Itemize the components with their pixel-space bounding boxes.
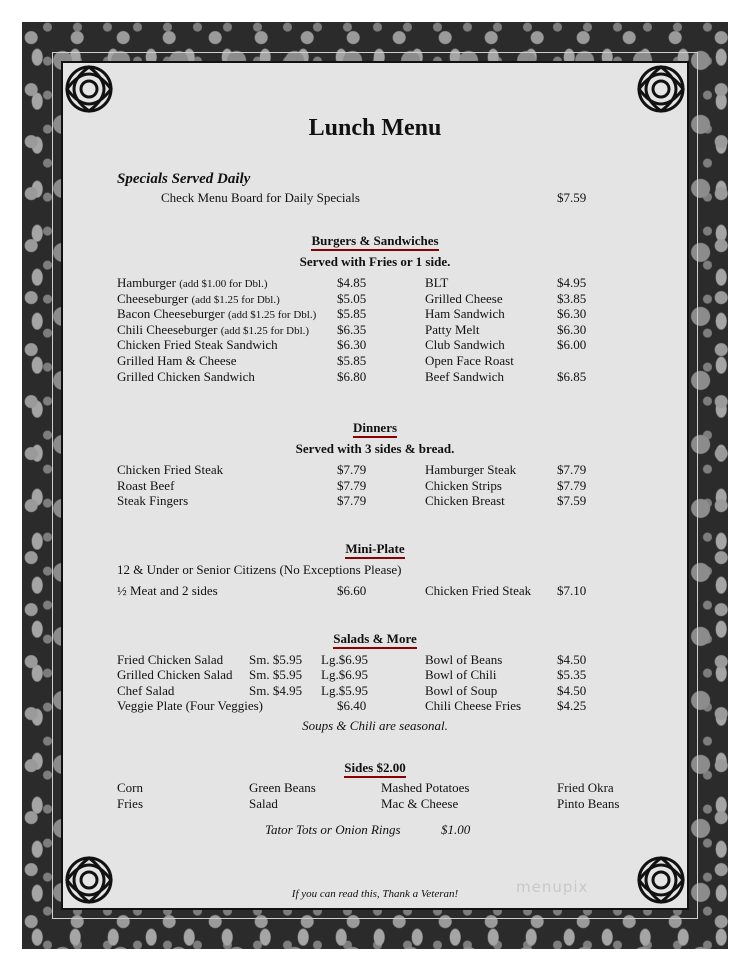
section-heading: Salads & More: [0, 631, 750, 647]
section-heading: Dinners: [0, 420, 750, 436]
item-price: $6.00: [557, 337, 587, 352]
item-price: $6.85: [557, 369, 587, 384]
list-item: Chicken Breast: [425, 493, 505, 508]
list-item: Grilled Ham & Cheese: [117, 353, 237, 368]
item-price: $7.79: [557, 478, 587, 493]
list-item: Hamburger Steak: [425, 462, 517, 477]
list-item: Steak Fingers: [117, 493, 189, 508]
mini-plate-note: 12 & Under or Senior Citizens (No Exceptions Please): [117, 562, 402, 577]
list-item: Chicken Fried Steak: [425, 583, 532, 598]
footer-note: If you can read this, Thank a Veteran!: [291, 888, 459, 900]
item-price: $4.50: [557, 652, 587, 667]
list-item: Bowl of Beans: [425, 652, 503, 667]
celtic-knot-icon: [626, 54, 696, 124]
list-item: Bowl of Chili: [425, 667, 497, 682]
list-item: Fried Okra: [557, 780, 614, 795]
specials-line: Check Menu Board for Daily Specials: [161, 190, 360, 205]
list-item: Chef Salad: [117, 683, 175, 698]
item-price: $6.60: [337, 583, 367, 598]
item-price: $5.85: [337, 353, 367, 368]
list-item: Roast Beef: [117, 478, 175, 493]
extra-side-price: $1.00: [441, 822, 471, 837]
list-item: Fries: [117, 796, 143, 811]
item-price: $4.85: [337, 275, 367, 290]
watermark: menupix: [516, 878, 589, 896]
list-item: Mac & Cheese: [381, 796, 459, 811]
celtic-knot-icon: [626, 845, 696, 915]
list-item: Salad: [249, 796, 278, 811]
list-item: ½ Meat and 2 sides: [117, 583, 218, 598]
section-heading: Mini-Plate: [0, 541, 750, 557]
list-item: Beef Sandwich: [425, 369, 505, 384]
seasonal-note: Soups & Chili are seasonal.: [302, 718, 448, 733]
item-price: $7.59: [557, 493, 587, 508]
list-item: Fried Chicken Salad: [117, 652, 224, 667]
item-price: $5.05: [337, 291, 367, 306]
item-price: $7.79: [557, 462, 587, 477]
list-item: Mashed Potatoes: [381, 780, 470, 795]
list-item: Corn: [117, 780, 143, 795]
list-item: Chili Cheese Fries: [425, 698, 522, 713]
item-price: $5.85: [337, 306, 367, 321]
item-price: $6.30: [337, 337, 367, 352]
list-item: Open Face Roast: [425, 353, 514, 368]
section-heading: Sides $2.00: [0, 760, 750, 776]
list-item: Club Sandwich: [425, 337, 505, 352]
celtic-knot-icon: [54, 54, 124, 124]
list-item: Veggie Plate (Four Veggies): [117, 698, 263, 713]
list-item: Grilled Chicken Salad: [117, 667, 233, 682]
list-item: Cheeseburger (add $1.25 for Dbl.): [117, 291, 280, 306]
item-price: $6.30: [557, 322, 587, 337]
item-price: $6.80: [337, 369, 367, 384]
item-price: $3.85: [557, 291, 587, 306]
specials-heading: Specials Served Daily: [117, 171, 251, 187]
item-price: $4.50: [557, 683, 587, 698]
item-price: $5.35: [557, 667, 587, 682]
small-price: Sm. $5.95: [249, 652, 303, 667]
section-subheading: Served with 3 sides & bread.: [295, 441, 455, 456]
item-price: $7.79: [337, 493, 367, 508]
small-price: Sm. $5.95: [249, 667, 303, 682]
large-price: Lg.$6.95: [321, 667, 368, 682]
list-item: Pinto Beans: [557, 796, 620, 811]
section-subheading: Served with Fries or 1 side.: [299, 254, 451, 269]
menu-title: Lunch Menu: [308, 115, 442, 141]
list-item: Chicken Fried Steak: [117, 462, 224, 477]
list-item: Bacon Cheeseburger (add $1.25 for Dbl.): [117, 306, 317, 321]
item-price: $7.10: [557, 583, 587, 598]
item-price: $4.95: [557, 275, 587, 290]
item-price: $4.25: [557, 698, 587, 713]
list-item: Hamburger (add $1.00 for Dbl.): [117, 275, 268, 290]
list-item: Green Beans: [249, 780, 316, 795]
list-item: Ham Sandwich: [425, 306, 505, 321]
item-price: $6.30: [557, 306, 587, 321]
section-heading: Burgers & Sandwiches: [0, 233, 750, 249]
celtic-knot-icon: [54, 845, 124, 915]
item-price: $7.79: [337, 462, 367, 477]
list-item: Bowl of Soup: [425, 683, 498, 698]
item-price: $7.79: [337, 478, 367, 493]
list-item: Patty Melt: [425, 322, 480, 337]
large-price: Lg.$6.95: [321, 652, 368, 667]
specials-price: $7.59: [557, 190, 587, 205]
list-item: Grilled Chicken Sandwich: [117, 369, 255, 384]
extra-side: Tator Tots or Onion Rings: [265, 822, 401, 837]
list-item: Chicken Fried Steak Sandwich: [117, 337, 278, 352]
item-price: $6.35: [337, 322, 367, 337]
small-price: Sm. $4.95: [249, 683, 303, 698]
list-item: Grilled Cheese: [425, 291, 503, 306]
list-item: Chili Cheeseburger (add $1.25 for Dbl.): [117, 322, 310, 337]
large-price: Lg.$5.95: [321, 683, 368, 698]
list-item: Chicken Strips: [425, 478, 502, 493]
list-item: BLT: [425, 275, 449, 290]
item-price: $6.40: [337, 698, 367, 713]
